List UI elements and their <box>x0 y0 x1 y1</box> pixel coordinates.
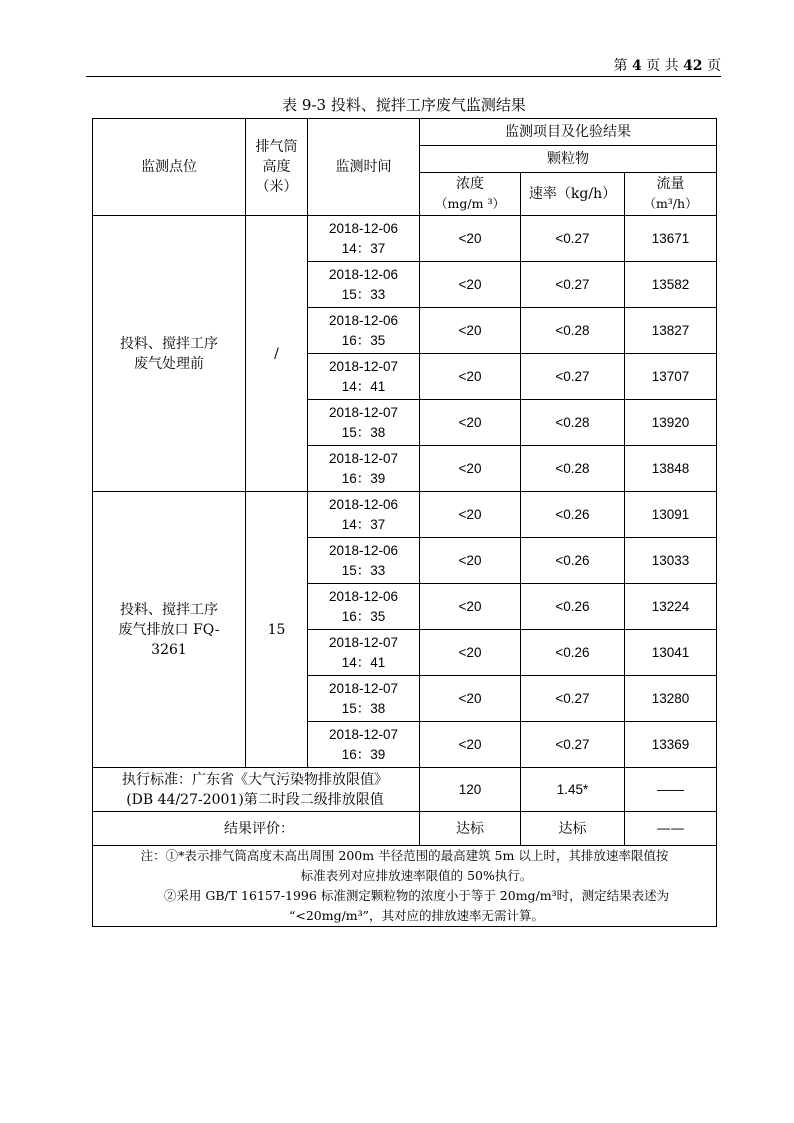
rate-value: <0.28 <box>521 446 625 492</box>
standard-concentration: 120 <box>420 768 521 812</box>
concentration-value: <20 <box>420 308 521 354</box>
standard-flow: —— <box>625 768 717 812</box>
evaluation-row <box>93 812 717 846</box>
monitoring-time: 2018-12-06 16：35 <box>308 584 420 630</box>
concentration-value: <20 <box>420 630 521 676</box>
monitoring-table <box>92 118 717 927</box>
note-line1: 注：①*表示排气筒高度未高出周围 200m 半径范围的最高建筑 5m 以上时，其排放速率限值按 <box>140 848 669 863</box>
evaluation-flow: —— <box>625 812 717 846</box>
monitoring-time: 2018-12-06 14：37 <box>308 216 420 262</box>
page-suffix: 页 <box>707 58 721 74</box>
stack-height: 15 <box>246 492 308 768</box>
table-row <box>93 216 717 262</box>
monitoring-time: 2018-12-07 16：39 <box>308 722 420 768</box>
flow-value: 13827 <box>625 308 717 354</box>
header-rate: 速率（kg/h） <box>521 173 625 216</box>
standard-rate: 1.45* <box>521 768 625 812</box>
concentration-value: <20 <box>420 262 521 308</box>
monitoring-point: 投料、搅拌工序 废气处理前 <box>93 216 246 492</box>
rate-value: <0.27 <box>521 354 625 400</box>
monitoring-time: 2018-12-07 16：39 <box>308 446 420 492</box>
rate-value: <0.26 <box>521 584 625 630</box>
rate-value: <0.26 <box>521 492 625 538</box>
concentration-value: <20 <box>420 676 521 722</box>
note-line4: “<20mg/m³”，其对应的排放速率无需计算。 <box>288 908 545 923</box>
header-time: 监测时间 <box>308 119 420 216</box>
concentration-value: <20 <box>420 216 521 262</box>
header-flow: 流量 （m³/h） <box>625 173 717 216</box>
flow-value: 13369 <box>625 722 717 768</box>
monitoring-time: 2018-12-06 15：33 <box>308 262 420 308</box>
monitoring-point: 投料、搅拌工序 废气排放口 FQ- 3261 <box>93 492 246 768</box>
rate-value: <0.27 <box>521 262 625 308</box>
flow-value: 13582 <box>625 262 717 308</box>
evaluation-label: 结果评价： <box>93 812 420 846</box>
table-caption: 表 9-3 投料、搅拌工序废气监测结果 <box>282 96 526 114</box>
concentration-value: <20 <box>420 722 521 768</box>
monitoring-time: 2018-12-07 15：38 <box>308 400 420 446</box>
note-line3: ②采用 GB/T 16157-1996 标准测定颗粒物的浓度小于等于 20mg/m³时，测定结果表述为 <box>163 888 670 903</box>
flow-value: 13224 <box>625 584 717 630</box>
concentration-value: <20 <box>420 538 521 584</box>
rate-value: <0.28 <box>521 308 625 354</box>
monitoring-time: 2018-12-06 16：35 <box>308 308 420 354</box>
monitoring-time: 2018-12-07 15：38 <box>308 676 420 722</box>
monitoring-time: 2018-12-06 15：33 <box>308 538 420 584</box>
notes-row <box>93 846 717 927</box>
page-total: 42 <box>683 58 703 74</box>
concentration-value: <20 <box>420 400 521 446</box>
header-point: 监测点位 <box>93 119 246 216</box>
rate-value: <0.28 <box>521 400 625 446</box>
flow-value: 13848 <box>625 446 717 492</box>
flow-value: 13091 <box>625 492 717 538</box>
standard-row <box>93 768 717 812</box>
notes <box>93 846 717 927</box>
concentration-value: <20 <box>420 584 521 630</box>
page-current: 4 <box>631 58 642 74</box>
rate-value: <0.26 <box>521 538 625 584</box>
evaluation-concentration: 达标 <box>420 812 521 846</box>
concentration-value: <20 <box>420 354 521 400</box>
page-header <box>86 56 721 77</box>
flow-value: 13041 <box>625 630 717 676</box>
header-concentration: 浓度 （mg/m ³） <box>420 173 521 216</box>
header-height: 排气筒 高度 （米） <box>246 119 308 216</box>
standard-label: 执行标准：广东省《大气污染物排放限值》 (DB 44/27-2001)第二时段二级排放限值 <box>93 768 420 812</box>
rate-value: <0.27 <box>521 216 625 262</box>
header-group: 监测项目及化验结果 <box>420 119 717 146</box>
note-line2: 标准表列对应排放速率限值的 50%执行。 <box>300 868 533 883</box>
page-prefix: 第 <box>613 58 628 74</box>
monitoring-time: 2018-12-06 14：37 <box>308 492 420 538</box>
stack-height: / <box>246 216 308 492</box>
rate-value: <0.27 <box>521 722 625 768</box>
monitoring-time: 2018-12-07 14：41 <box>308 630 420 676</box>
concentration-value: <20 <box>420 446 521 492</box>
rate-value: <0.27 <box>521 676 625 722</box>
flow-value: 13671 <box>625 216 717 262</box>
rate-value: <0.26 <box>521 630 625 676</box>
page-mid: 页 共 <box>646 58 679 74</box>
concentration-value: <20 <box>420 492 521 538</box>
flow-value: 13920 <box>625 400 717 446</box>
evaluation-rate: 达标 <box>521 812 625 846</box>
flow-value: 13033 <box>625 538 717 584</box>
monitoring-time: 2018-12-07 14：41 <box>308 354 420 400</box>
header-pollutant: 颗粒物 <box>420 146 717 173</box>
table-row <box>93 492 717 538</box>
flow-value: 13280 <box>625 676 717 722</box>
flow-value: 13707 <box>625 354 717 400</box>
